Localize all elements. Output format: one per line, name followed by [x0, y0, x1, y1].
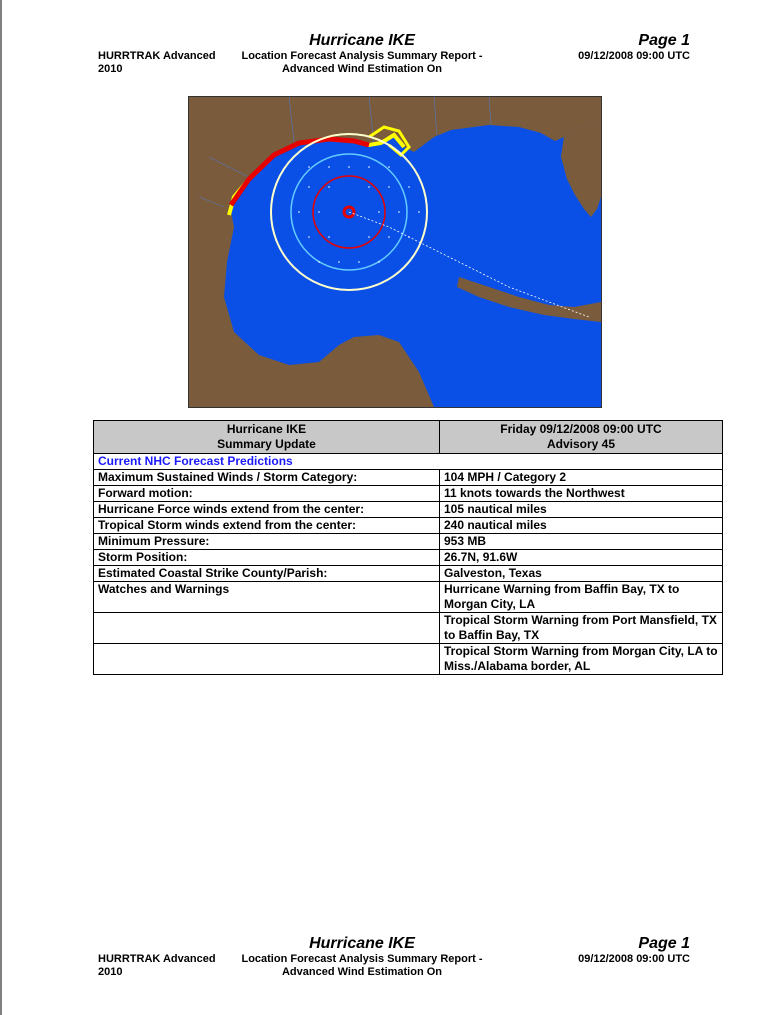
app-name-line1: HURRTRAK Advanced	[98, 953, 216, 965]
watches-label: Watches and Warnings	[94, 582, 440, 613]
table-row	[94, 534, 723, 550]
page-number: Page 1	[638, 32, 690, 49]
app-name	[98, 953, 216, 979]
table-row	[94, 566, 723, 582]
section-row	[94, 454, 723, 470]
advisory-number: Advisory 45	[546, 437, 616, 451]
table-row	[94, 518, 723, 534]
left-page-border	[0, 0, 2, 1015]
summary-update-label: Summary Update	[217, 437, 316, 451]
advisory-datetime: Friday 09/12/2008 09:00 UTC	[500, 422, 662, 436]
warning-value: Tropical Storm Warning from Port Mansfield, TX to Baffin Bay, TX	[440, 613, 723, 644]
table-row	[94, 644, 723, 675]
app-name-line2: 2010	[98, 63, 123, 75]
page-footer-header	[0, 935, 783, 985]
table-row	[94, 550, 723, 566]
summary-header-left	[94, 421, 440, 454]
empty-cell	[94, 613, 440, 644]
row-label: Tropical Storm winds extend from the center:	[94, 518, 440, 534]
page-header	[0, 32, 783, 82]
row-label: Minimum Pressure:	[94, 534, 440, 550]
row-label: Maximum Sustained Winds / Storm Category:	[94, 470, 440, 486]
app-name	[98, 50, 216, 76]
row-value: 26.7N, 91.6W	[440, 550, 723, 566]
report-title: Hurricane IKE	[309, 935, 415, 952]
row-label: Forward motion:	[94, 486, 440, 502]
row-value: 105 nautical miles	[440, 502, 723, 518]
empty-cell	[94, 644, 440, 675]
row-value: 104 MPH / Category 2	[440, 470, 723, 486]
summary-table	[93, 420, 723, 675]
row-value: Galveston, Texas	[440, 566, 723, 582]
report-subtitle-line1: Location Forecast Analysis Summary Report -	[241, 953, 483, 965]
summary-header-right	[440, 421, 723, 454]
table-row	[94, 613, 723, 644]
table-row	[94, 486, 723, 502]
table-row	[94, 582, 723, 613]
page-number: Page 1	[638, 935, 690, 952]
table-row	[94, 470, 723, 486]
summary-header-row	[94, 421, 723, 454]
report-subtitle-line1: Location Forecast Analysis Summary Report -	[241, 50, 483, 62]
report-datetime: 09/12/2008 09:00 UTC	[578, 50, 690, 62]
hurricane-map	[188, 96, 602, 408]
report-subtitle	[240, 953, 484, 979]
row-label: Estimated Coastal Strike County/Parish:	[94, 566, 440, 582]
report-subtitle-line2: Advanced Wind Estimation On	[281, 63, 443, 75]
table-row	[94, 502, 723, 518]
section-title: Current NHC Forecast Predictions	[94, 454, 723, 470]
row-label: Storm Position:	[94, 550, 440, 566]
row-label: Hurricane Force winds extend from the center:	[94, 502, 440, 518]
warning-value: Tropical Storm Warning from Morgan City, LA to Miss./Alabama border, AL	[440, 644, 723, 675]
report-subtitle	[240, 50, 484, 76]
app-name-line1: HURRTRAK Advanced	[98, 50, 216, 62]
warning-value: Hurricane Warning from Baffin Bay, TX to Morgan City, LA	[440, 582, 723, 613]
report-datetime: 09/12/2008 09:00 UTC	[578, 953, 690, 965]
row-value: 953 MB	[440, 534, 723, 550]
app-name-line2: 2010	[98, 966, 123, 978]
report-subtitle-line2: Advanced Wind Estimation On	[281, 966, 443, 978]
storm-name: Hurricane IKE	[226, 422, 307, 436]
row-value: 11 knots towards the Northwest	[440, 486, 723, 502]
report-title: Hurricane IKE	[309, 32, 415, 49]
row-value: 240 nautical miles	[440, 518, 723, 534]
